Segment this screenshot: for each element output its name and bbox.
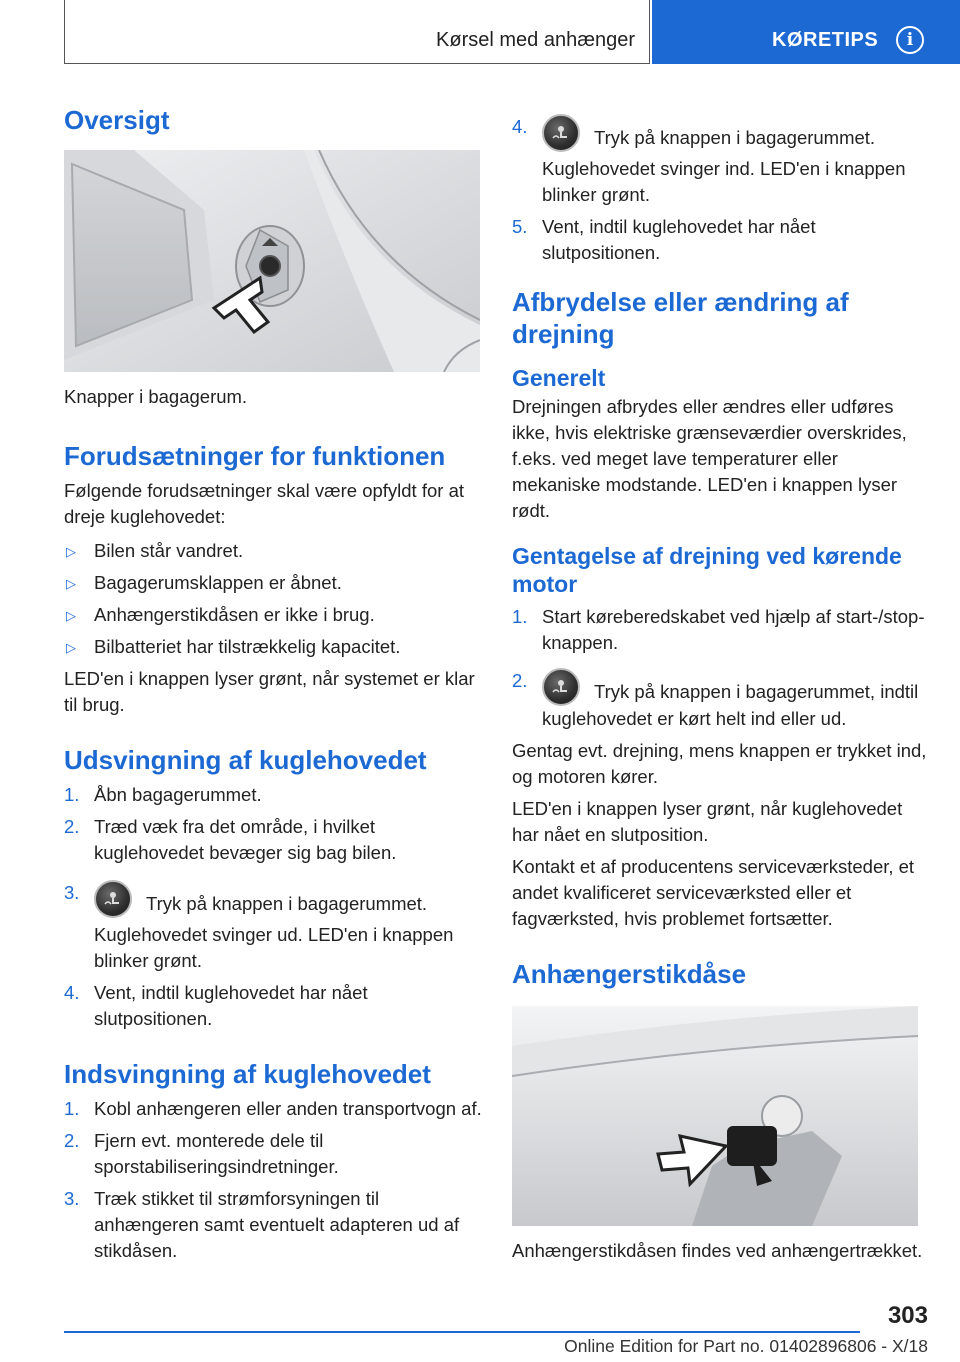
list-item: ▷ Bagagerumsklappen er åbnet. [64, 570, 482, 596]
list-item: 2. Tryk på knappen i bagagerummet, indtil kuglehovedet er kørt helt ind eller ud. [512, 670, 919, 729]
header-chapter-title: KØRETIPS [772, 29, 879, 51]
generelt-text: Drejningen afbrydes eller ændres eller udføres ikke, hvis elektriske grænseværdier overskrides, f.eks. ved meget lave temperaturer eller mekaniske modstande. LED'en i knappen lyser rødt. [512, 396, 907, 521]
header-chapter-tab[interactable] [652, 0, 960, 64]
subheading-generelt: Generelt [512, 365, 606, 391]
list-item: 4. Tryk på knappen i bagagerummet. Kuglehovedet svinger ind. LED'en i knappen blinker grønt. [512, 116, 906, 205]
heading-forudsaetninger: Forudsætninger for funktionen [64, 441, 446, 471]
list-item: 3. Tryk på knappen i bagagerummet. Kuglehovedet svinger ud. LED'en i knappen blinker grønt. [64, 882, 454, 971]
info-icon[interactable]: i [896, 26, 924, 54]
ind-steps-cont [512, 114, 928, 266]
gentag-p2: LED'en i knappen lyser grønt, når kuglehovedet har nået en slutposition. [512, 798, 903, 845]
heading-afbrydelse: Afbrydelse eller ændring af drejning [512, 287, 849, 349]
triangle-bullet-icon: ▷ [66, 544, 76, 559]
header-section-box [64, 0, 650, 64]
list-item: ▷ Anhængerstikdåsen er ikke i brug. [64, 602, 482, 628]
list-item: 4. Vent, indtil kuglehovedet har nået slutpositionen. [64, 982, 368, 1029]
gentag-p1: Gentag evt. drejning, mens knappen er trykket ind, og motoren kører. [512, 740, 927, 787]
triangle-bullet-icon: ▷ [66, 640, 76, 655]
forud-led-note: LED'en i knappen lyser grønt, når systemet er klar til brug. [64, 668, 475, 715]
subheading-gentagelse: Gentagelse af drejning ved kørende motor [512, 543, 902, 597]
header-section-title: Kørsel med anhænger [436, 29, 635, 51]
right-column [512, 114, 928, 1264]
trunk-button-illustration [64, 150, 480, 372]
forud-list [64, 538, 482, 660]
list-item: 1. Åbn bagagerummet. [64, 784, 262, 805]
triangle-bullet-icon: ▷ [66, 608, 76, 623]
trailer-hitch-button-icon [94, 880, 132, 918]
trailer-socket-illustration [512, 1006, 918, 1226]
ind-steps [64, 1096, 482, 1264]
figure-trailer-socket [512, 1006, 918, 1226]
caption-trunk-buttons: Knapper i bagagerum. [64, 386, 248, 407]
list-item: 2. Træd væk fra det område, i hvilket kuglehovedet bevæger sig bag bilen. [64, 816, 397, 863]
page-number: 303 [887, 1302, 928, 1329]
list-item: 1. Start køreberedskabet ved hjælp af start-/stop-knappen. [512, 606, 925, 653]
forud-intro: Følgende forudsætninger skal være opfyldt for at dreje kuglehovedet: [64, 480, 464, 527]
caption-trailer-socket: Anhængerstikdåsen findes ved anhængertrækket. [512, 1240, 923, 1261]
trailer-hitch-button-icon [542, 114, 580, 152]
list-item: 1. Kobl anhængeren eller anden transportvogn af. [64, 1098, 482, 1119]
footer-edition: Online Edition for Part no. 01402896806 - X/18 [564, 1336, 928, 1356]
page-header [0, 0, 960, 64]
heading-oversigt: Oversigt [64, 105, 170, 135]
list-item: 5. Vent, indtil kuglehovedet har nået slutpositionen. [512, 216, 816, 263]
list-item: 2. Fjern evt. monterede dele til sporstabiliseringsindretninger. [64, 1130, 339, 1177]
heading-anhaengerstikdaase: Anhængerstikdåse [512, 959, 747, 989]
list-item: 3. Træk stikket til strømforsyningen til anhængeren samt eventuelt adapteren ud af stikdåsen. [64, 1188, 460, 1261]
gentag-steps [512, 604, 928, 732]
list-item: ▷ Bilen står vandret. [64, 538, 482, 564]
list-item: ▷ Bilbatteriet har tilstrækkelig kapacitet. [64, 634, 482, 660]
trailer-hitch-button-icon [542, 668, 580, 706]
left-column [64, 100, 482, 1270]
triangle-bullet-icon: ▷ [66, 576, 76, 591]
gentag-p3: Kontakt et af producentens serviceværksteder, et andet kvalificeret serviceværksted eller et fagværksted, hvis problemet fortsætter. [512, 856, 915, 929]
ud-steps [64, 782, 482, 1032]
heading-udsvingning: Udsvingning af kuglehovedet [64, 745, 427, 775]
footer-divider [64, 1331, 860, 1333]
figure-trunk-buttons [64, 150, 480, 372]
heading-indsvingning: Indsvingning af kuglehovedet [64, 1059, 431, 1089]
